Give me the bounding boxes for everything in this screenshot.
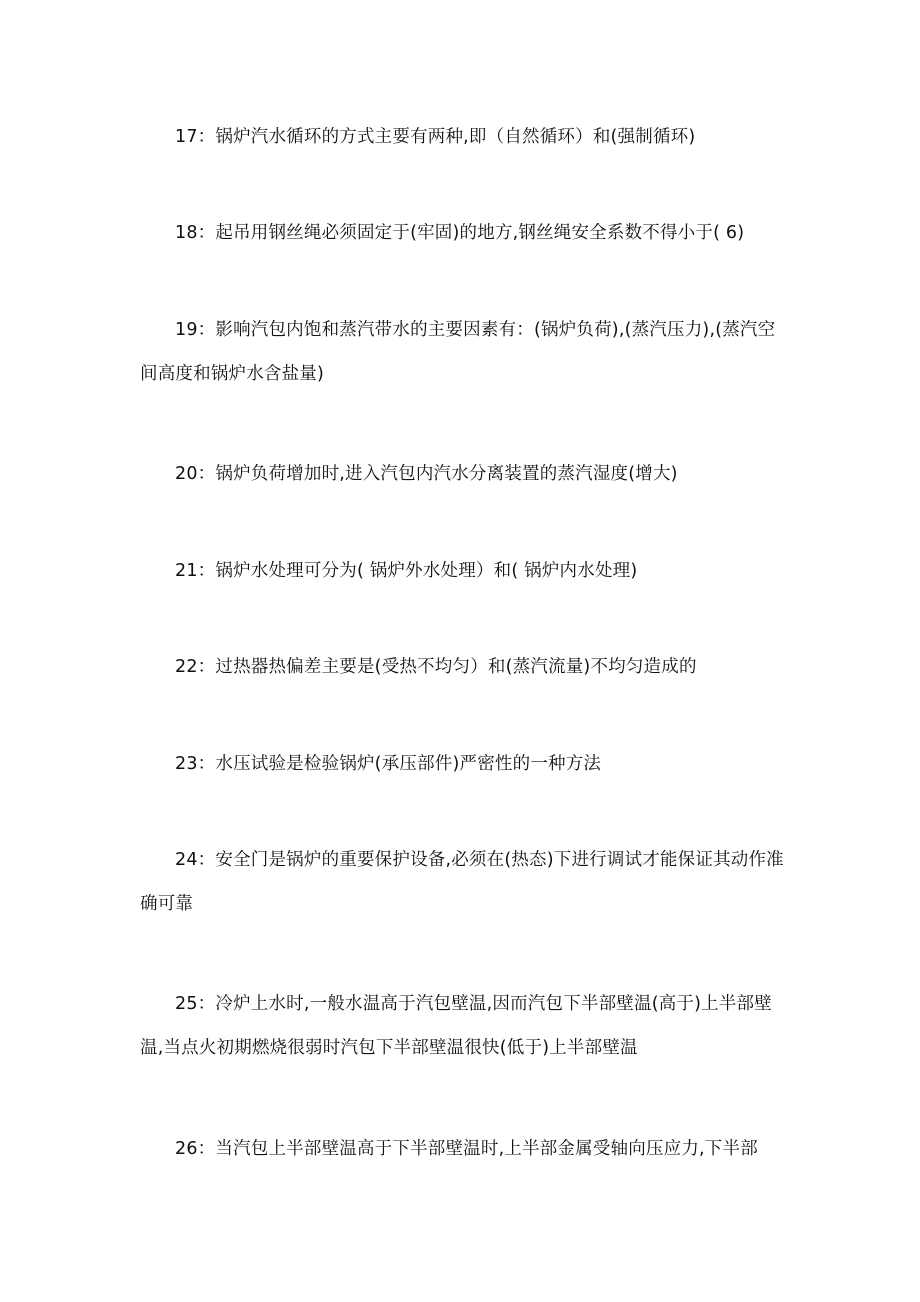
paragraph-item-24: 24：安全门是锅炉的重要保护设备,必须在(热态)下进行调试才能保证其动作准确可靠: [140, 850, 784, 914]
paragraph-item-21: 21：锅炉水处理可分为( 锅炉外水处理）和( 锅炉内水处理): [175, 561, 638, 581]
paragraph-item-23: 23：水压试验是检验锅炉(承压部件)严密性的一种方法: [175, 754, 602, 774]
paragraph-item-17: 17：锅炉汽水循环的方式主要有两种,即（自然循环）和(强制循环): [175, 127, 696, 147]
paragraph-item-18: 18：起吊用钢丝绳必须固定于(牢固)的地方,钢丝绳安全系数不得小于( 6): [175, 223, 745, 243]
paragraph-item-25: 25：冷炉上水时,一般水温高于汽包壁温,因而汽包下半部壁温(高于)上半部壁温,当点火初期燃烧很弱时汽包下半部壁温很快(低于)上半部壁温: [140, 994, 772, 1058]
paragraph-item-19: 19：影响汽包内饱和蒸汽带水的主要因素有：(锅炉负荷),(蒸汽压力),(蒸汽空间高度和锅炉水含盐量): [140, 320, 776, 384]
paragraph-item-20: 20：锅炉负荷增加时,进入汽包内汽水分离装置的蒸汽湿度(增大): [175, 464, 678, 484]
paragraph-item-22: 22：过热器热偏差主要是(受热不均匀）和(蒸汽流量)不均匀造成的: [175, 657, 697, 677]
paragraph-item-26: 26：当汽包上半部壁温高于下半部壁温时,上半部金属受轴向压应力,下半部: [175, 1139, 758, 1159]
